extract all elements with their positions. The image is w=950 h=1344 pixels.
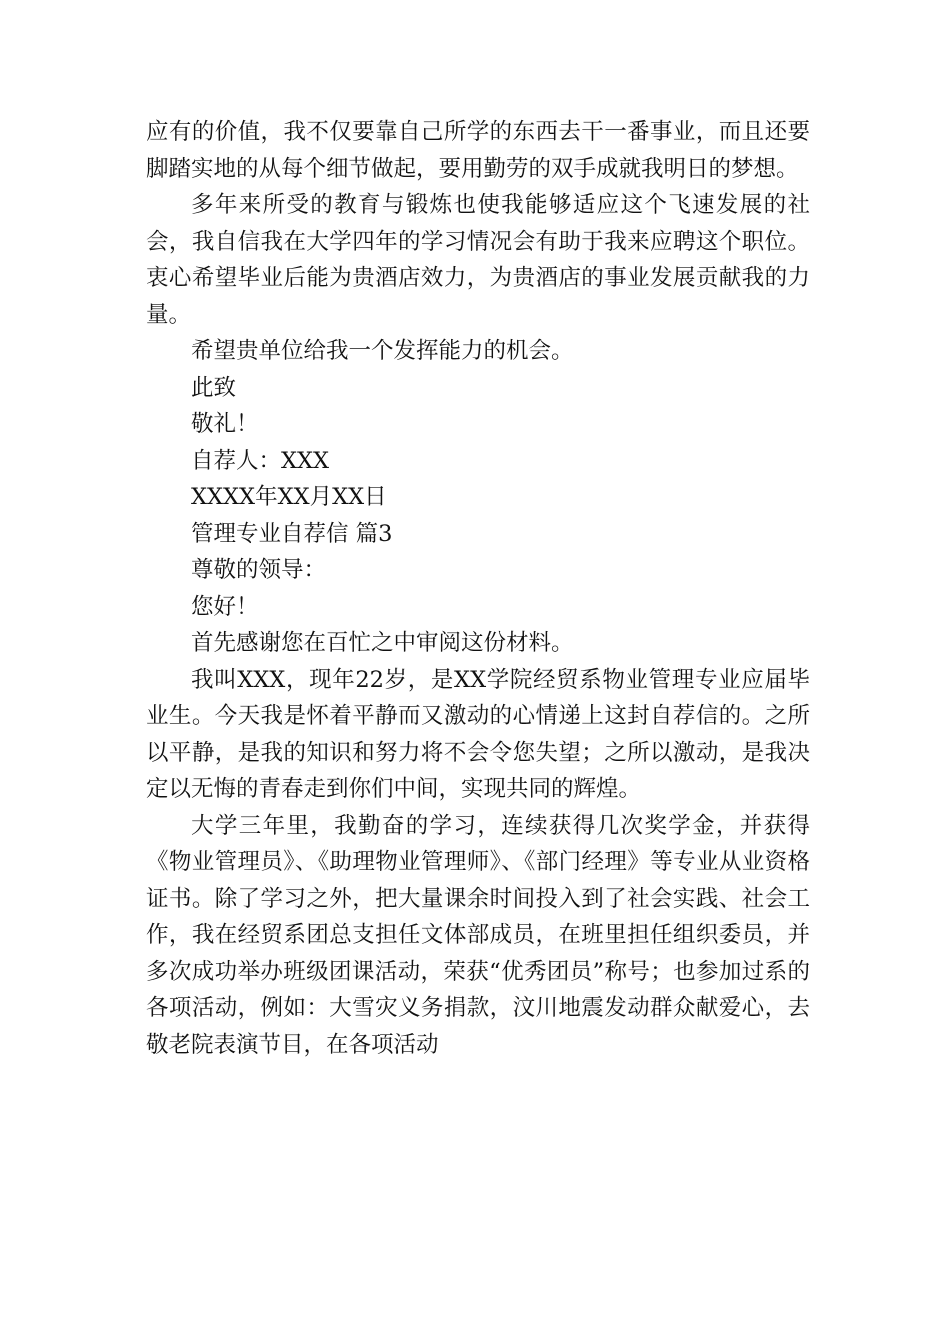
paragraph-hope-opportunity: 希望贵单位给我一个发挥能力的机会。 — [191, 338, 574, 364]
date-line: XXXX年XX月XX日 — [191, 484, 387, 510]
paragraph-value-continuation: 应有的价值，我不仅要靠自己所学的东西去干一番事业，而且还要脚踏实地的从每个细节做起，要用勤劳的双手成就我明日的梦想。 — [146, 119, 810, 182]
paragraph-thanks: 首先感谢您在百忙之中审阅这份材料。 — [191, 630, 574, 656]
document-page — [146, 114, 810, 1063]
greeting: 您好！ — [191, 593, 259, 620]
paragraph-university-achievements: 大学三年里，我勤奋的学习，连续获得几次奖学金，并获得《物业管理员》、《助理物业管理师》、《部门经理》等专业从业资格证书。除了学习之外，把大量课余时间投入到了社会实践、社会工作，我在经贸系团总支担任文体部成员，在班里担任组织委员，并多次成功举办班级团课活动，荣获“优秀团员”称号；也参加过系的各项活动，例如：大雪灾义务捐款，汶川地震发动群众献爱心，去敬老院表演节目，在各项活动 — [146, 812, 810, 1058]
closing-salute-2: 敬礼！ — [191, 411, 259, 437]
closing-salute-1: 此致 — [191, 374, 237, 401]
paragraph-adapt-society: 多年来所受的教育与锻炼也使我能够适应这个飞速发展的社会，我自信我在大学四年的学习情况会有助于我来应聘这个职位。衷心希望毕业后能为贵酒店效力，为贵酒店的事业发展贡献我的力量。 — [146, 192, 810, 328]
signer-line: 自荐人：XXX — [191, 447, 330, 474]
paragraph-introduction: 我叫XXX，现年22岁，是XX学院经贸系物业管理专业应届毕业生。今天我是怀着平静而又激动的心情递上这封自荐信的。之所以平静，是我的知识和努力将不会令您失望；之所以激动，是我决定以无悔的青春走到你们中间，实现共同的辉煌。 — [146, 666, 810, 802]
salutation: 尊敬的领导： — [191, 557, 327, 583]
section-title: 管理专业自荐信 篇3 — [191, 520, 393, 547]
